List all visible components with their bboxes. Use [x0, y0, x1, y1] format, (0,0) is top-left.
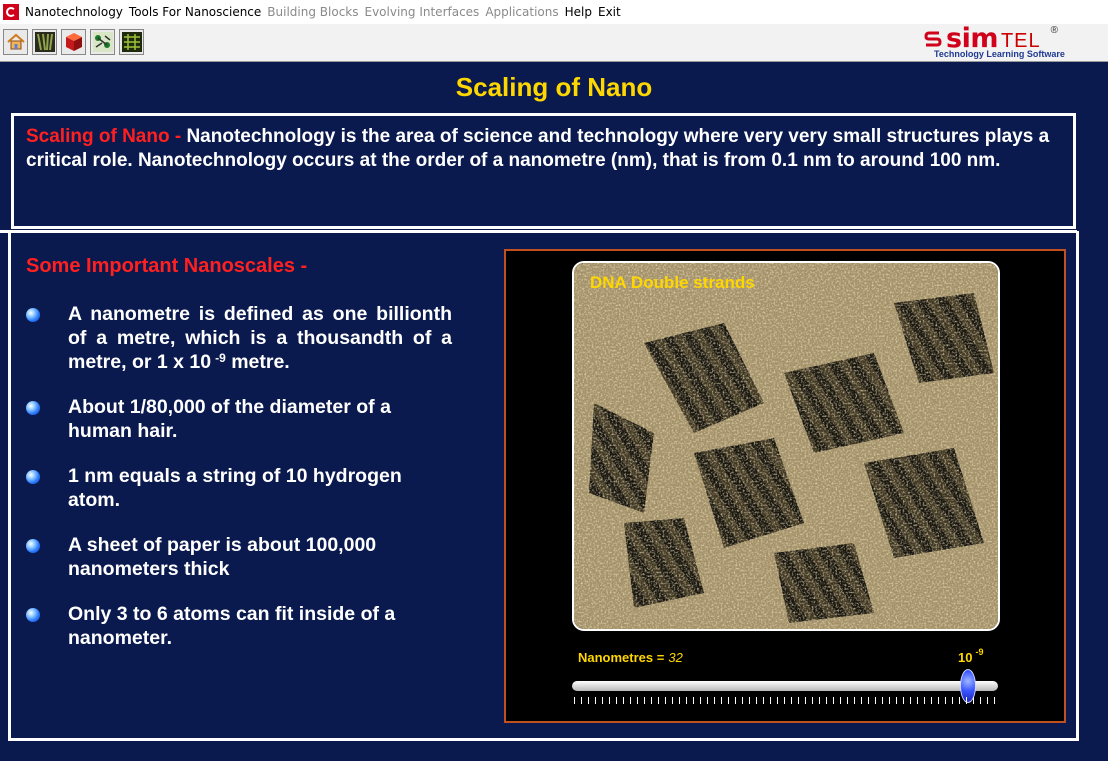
dna-image	[572, 261, 1000, 631]
exponent-value: -9	[975, 647, 984, 657]
simtel-logo	[924, 23, 1065, 61]
page-title: Scaling of Nano	[455, 72, 653, 102]
simtel-s-icon	[924, 30, 942, 48]
nanotube-button[interactable]	[32, 29, 57, 55]
logo-tagline: Technology Learning Software	[934, 49, 1065, 59]
nanometres-readout	[578, 650, 683, 665]
fact-item	[22, 464, 452, 512]
scale-exponent	[958, 647, 984, 665]
dna-texture-image	[574, 263, 998, 629]
fact-tail: metre.	[231, 351, 290, 373]
nanotube-icon	[34, 31, 56, 53]
fact-item	[22, 602, 452, 650]
fact-text: About 1/80,000 of the diameter of a human hair.	[68, 396, 391, 442]
intro-paragraph	[26, 125, 1056, 173]
fact-text: Only 3 to 6 atoms can fit inside of a nanometer.	[68, 603, 396, 649]
intro-lead: Scaling of Nano -	[26, 126, 187, 147]
bullet-icon	[26, 608, 40, 622]
facts-list	[22, 302, 452, 671]
app-icon	[3, 4, 19, 20]
fact-text: A sheet of paper is about 100,000 nanometers thick	[68, 534, 377, 580]
menu-exit[interactable]: Exit	[597, 5, 621, 19]
scale-slider-track[interactable]	[572, 681, 998, 691]
section-heading: Some Important Nanoscales -	[26, 255, 308, 277]
home-icon	[6, 32, 26, 52]
toolbar	[0, 24, 1108, 62]
bullet-icon	[26, 470, 40, 484]
fact-item	[22, 533, 452, 581]
fact-text: A nanometre is defined as one billionth of a metre, which is a thousandth of a metre, or 1 x 10	[68, 303, 452, 373]
menu-applications[interactable]: Applications	[485, 5, 559, 19]
bullet-icon	[26, 539, 40, 553]
circuit-button[interactable]	[119, 29, 144, 55]
circuit-icon	[121, 31, 143, 53]
exponent-base: 10	[958, 650, 973, 665]
image-caption: DNA Double strands	[590, 273, 755, 292]
intro-body: Nanotechnology is the area of science and technology where very very small structures plays a critical role. Nanotechnology occurs at the order of a nanometre (nm), that is from 0.1 nm to around 100 nm.	[26, 126, 1050, 171]
fact-text: 1 nm equals a string of 10 hydrogen atom.	[68, 465, 402, 511]
cube-icon	[63, 31, 85, 53]
menu-building-blocks[interactable]: Building Blocks	[267, 5, 359, 19]
menu-bar	[0, 0, 1108, 25]
molecule-button[interactable]	[90, 29, 115, 55]
slider-ticks	[574, 697, 998, 704]
fact-item	[22, 302, 452, 374]
bullet-icon	[26, 401, 40, 415]
intro-box	[11, 113, 1076, 229]
menu-evolving-interfaces[interactable]: Evolving Interfaces	[364, 5, 480, 19]
fact-exponent: -9	[215, 351, 226, 365]
nanometres-label: Nanometres =	[578, 650, 665, 665]
molecule-icon	[92, 31, 114, 53]
logo-brand-tel: TEL	[1000, 30, 1041, 52]
fact-item	[22, 395, 452, 443]
cube-button[interactable]	[61, 29, 86, 55]
nanometres-value: 32	[668, 650, 683, 665]
menu-nanotechnology[interactable]: Nanotechnology	[25, 5, 123, 19]
bullet-icon	[26, 308, 40, 322]
microscope-viewer	[504, 249, 1066, 723]
logo-registered: ®	[1050, 25, 1058, 36]
home-button[interactable]	[3, 29, 28, 55]
menu-help[interactable]: Help	[564, 5, 592, 19]
menu-tools-for-nanoscience[interactable]: Tools For Nanoscience	[128, 5, 262, 19]
logo-brand-sim: sim	[946, 23, 998, 54]
